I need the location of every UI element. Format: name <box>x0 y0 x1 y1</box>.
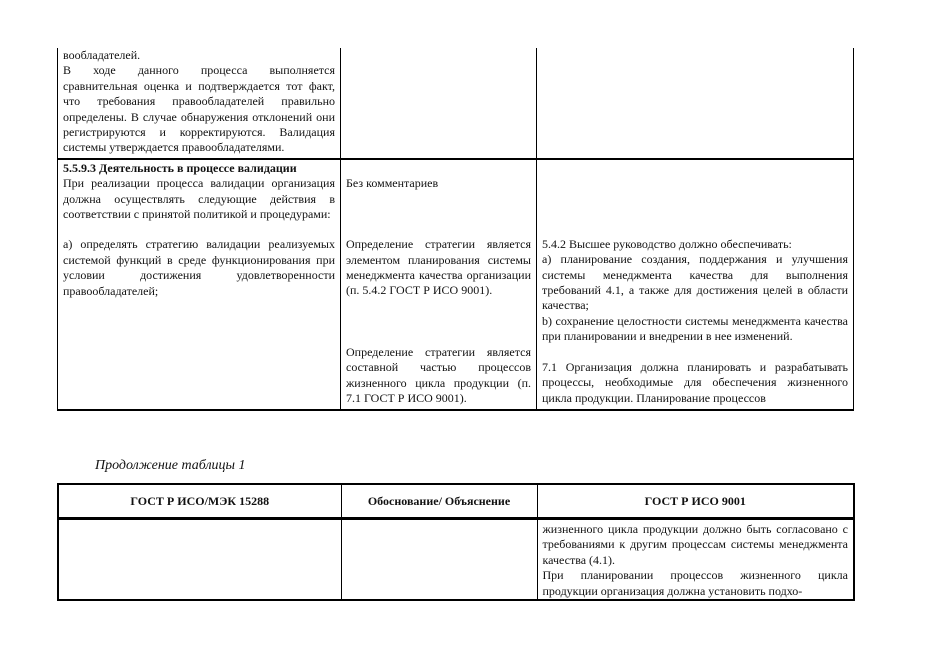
table-cell <box>341 159 537 410</box>
column-header: ГОСТ Р ИСО/МЭК 15288 <box>130 493 270 508</box>
cell-text: 7.1 Организация должна планировать и разрабатывать процессы, необходимые для обеспечения жизненного цикла продукции. Планирование процессов <box>542 359 848 405</box>
cell-text: 5.4.2 Высшее руководство должно обеспечивать: <box>542 236 792 251</box>
table-cell <box>341 48 537 159</box>
cell-text: Без комментариев <box>346 175 439 190</box>
cell-text: b) сохранение целостности системы менеджмента качества при планировании и внедрении в нее изменений. <box>542 313 848 344</box>
cell-text: вообладателей. <box>63 48 141 62</box>
header-row <box>58 484 854 519</box>
cell-text: а) планирование создания, поддержания и улучшения системы менеджмента качества для выполнения требований 4.1, а также для достижения целей в области качества; <box>542 252 848 313</box>
table-cell <box>537 159 854 410</box>
table-cell <box>341 519 537 601</box>
table-row <box>58 159 854 410</box>
cell-text: Определение стратегии является элементом планирования системы менеджмента качества организации (п. 5.4.2 ГОСТ Р ИСО 9001). <box>346 237 531 298</box>
table-cell <box>537 48 854 159</box>
section-heading: 5.5.9.3 Деятельность в процессе валидации <box>63 160 297 175</box>
cell-text: При реализации процесса валидации организация должна осуществлять следующие действия в соответствии с принятой политикой и процедурами: <box>63 176 335 222</box>
list-item: а) определять стратегию валидации реализуемых системой функций в среде функционирования при условии достижения удовлетворенности правообладателей; <box>63 237 335 298</box>
table-caption: Продолжение таблицы 1 <box>95 458 246 473</box>
column-header: ГОСТ Р ИСО 9001 <box>537 484 854 519</box>
standards-comparison-table <box>57 48 854 411</box>
table-cell <box>58 159 341 410</box>
continuation-table <box>57 483 855 601</box>
cell-text: жизненного цикла продукции должно быть согласовано с требованиями к другим процессам системы менеджмента качества (4.1). <box>542 522 848 567</box>
table-row <box>58 48 854 159</box>
table-row <box>58 519 854 601</box>
table-cell <box>58 48 341 159</box>
table-cell <box>537 519 854 601</box>
cell-text: В ходе данного процесса выполняется сравнительная оценка и подтверждается тот факт, что требования правообладателей правильно определены. В случае обнаружения отклонений они регистрируются и корректируются. Валидация системы утверждается правообладателями. <box>63 63 335 155</box>
cell-text: Определение стратегии является составной частью процессов жизненного цикла продукции (п. 7.1 ГОСТ Р ИСО 9001). <box>346 344 531 406</box>
table-cell <box>58 519 341 601</box>
column-header: Обоснование/ Объяснение <box>341 484 537 519</box>
cell-text: При планировании процессов жизненного цикла продукции организация должна установить подхо- <box>542 568 848 598</box>
